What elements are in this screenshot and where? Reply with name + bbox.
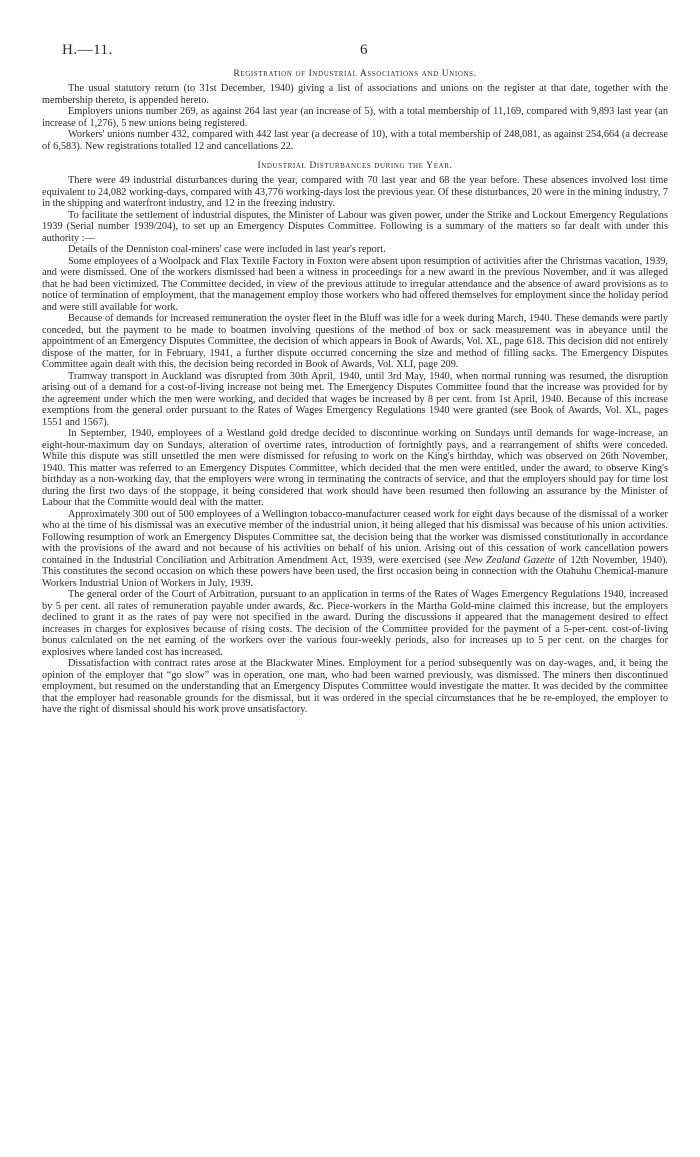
paragraph: Dissatisfaction with contract rates arose at the Blackwater Mines. Employment for a period subsequently was on day-wages, and, it being the opinion of the employer that “go slow” was in operation, one man, who had been warned previously, was dismissed. The miners then discontinued employment, but resumed on the understanding that an Emergency Disputes Committee would investigate the matter. It was decided by the committee that the employer had reasonable grounds for the dismissal, but it was ordered in the special circumstances that he be re-employed, the employer to have the right of dismissal should his work prove unsatisfactory.: [42, 658, 668, 715]
page-number: 6: [360, 42, 368, 58]
paragraph: The general order of the Court of Arbitration, pursuant to an application in terms of the Rates of Wages Emergency Regulations 1940, increased by 5 per cent. all rates of remuneration payable under awards, &c. Piece-workers in the Martha Gold-mine claimed this increase, but the employers declined to grant it as the rates of pay were not specified in the award. During the discussions it appeared that the management desired to effect increases in charges for explosives because of rising costs. The decision of the Committee provided for the payment of a 5-per-cent. cost-of-living bonus calculated on the net earning of the workers over the various four-weekly periods, also for increases up to 5 per cent. on the charges for explosives where landed cost has increased.: [42, 589, 668, 658]
paragraph: Details of the Denniston coal-miners' case were included in last year's report.: [68, 244, 386, 255]
italic-publication-title: New Zealand Gazette: [464, 554, 555, 566]
paragraph: Tramway transport in Auckland was disrupted from 30th April, 1940, until 3rd May, 1940, when normal running was resumed, the disruption arising out of a demand for a cost-of-living increase not being met. The Emergency Disputes Committee found that the increase was provided for by the agreement under which the men were working, and decided that wages be increased by 8 per cent. from 1st April, 1940. Because of this increase exemptions from the general order pursuant to the Rates of Wages Emergency Regulations 1940 were granted (see Book of Awards, Vol. XL, pages 1551 and 1567).: [42, 370, 668, 428]
paragraph: Workers' unions number 432, compared with 442 last year (a decrease of 10), with a total membership of 248,081, as against 254,664 (a decrease of 6,583). New registrations totalled 12 and cancellations 22.: [42, 129, 668, 152]
section-body-disturbances: [42, 175, 668, 716]
paragraph: Because of demands for increased remuneration the oyster fleet in the Bluff was idle for a week during March, 1940. These demands were partly conceded, but the payment to be made to boatmen involving questions of the method of box or sack measurement was in abeyance until the appointment of an Emergency Disputes Committee, the decision of which appears in Book of Awards, Vol. XL, page 618. This decision did not entirely dispose of the matter, for in February, 1941, a further dispute occurred concerning the size and method of filling sacks. The Emergency Disputes Committee again dealt with this, the decision being recorded in Book of Awards, Vol. XLI, page 209.: [42, 313, 668, 370]
paragraph: Approximately 300 out of 500 employees of a Wellington tobacco-manufacturer ceased work for eight days because of the dismissal of a worker who at the time of his dismissal was an executive member of the industrial union, it being alleged that his dismissal was because of his union activities. Following resumption of work an Emergency Disputes Committee sat, the decision being that the worker was dismissed constitutionally in accordance with the provisions of the award and not because of his activities on behalf of his union. Arising out of this cessation of work cancellation powers contained in the Industrial Conciliation and Arbitration Amendment Act, 1939, were exercised (see New Zealand Gazette of 12th November, 1940). This constitutes the second occasion on which these powers have been used, the first occasion being in connection with the Otahuhu Chemical-manure Workers Industrial Union of Workers in July, 1939.: [42, 508, 668, 589]
paragraph: The usual statutory return (to 31st December, 1940) giving a list of associations and unions on the register at that date, together with the membership thereto, is appended hereto.: [42, 83, 668, 106]
page-header: [42, 36, 668, 62]
document-reference: H.—11.: [62, 42, 113, 58]
section-heading-disturbances: Industrial Disturbances during the Year.: [257, 160, 453, 171]
paragraph: In September, 1940, employees of a Westland gold dredge decided to discontinue working on Sundays until demands for wage-increase, an eight-hour-maximum day on Sundays, alteration of overtime rates, introduction of fortnightly pays, and a rearrangement of shifts were conceded. While this dispute was still unsettled the men were dismissed for refusing to work on the King's birthday, which was observed on 26th November, 1940. This matter was referred to an Emergency Disputes Committee, which decided that the men were entitled, under the award, to observe King's birthday as a non-working day, that the employers were wrong in terminating the contracts of service, and that the employers should pay for time lost during the first two days of the stoppage, it being considered that work should have been resumed then following an assurance by the Minister of Labour that the Committe would deal with the matter.: [42, 428, 668, 508]
paragraph: Some employees of a Woolpack and Flax Textile Factory in Foxton were absent upon resumption of activities after the Christmas vacation, 1939, and were dismissed. One of the workers dismissed had been a witness in proceedings for a new award in the previous November, and it was alleged that he had been victimized. The Committee decided, in view of the previous attitude to irregular attendance and the absence of award provisions as to notice of termination of employment, that the management employ those workers who had offered themselves for employment since the holiday period and were still available for work.: [42, 255, 668, 313]
paragraph: To facilitate the settlement of industrial disputes, the Minister of Labour was given power, under the Strike and Lockout Emergency Regulations 1939 (Serial number 1939/204), to set up an Emergency Disputes Committee. Following is a summary of the matters so far dealt with under this authority :—: [42, 209, 668, 244]
paragraph: Employers unions number 269, as against 264 last year (an increase of 5), with a total membership of 11,169, compared with 9,893 last year (an increase of 1,276), 5 new unions being registered.: [42, 106, 668, 129]
paragraph: There were 49 industrial disturbances during the year, compared with 70 last year and 68 the year before. These absences involved lost time equivalent to 24,082 working-days, compared with 43,776 working-days lost the previous year. Of these disturbances, 20 were in the mining industry, 7 in the shipping and waterfront industry, and 12 in the freezing industry.: [42, 175, 668, 209]
section-body-registration: [42, 83, 668, 152]
section-heading-registration: Registration of Industrial Associations and Unions.: [233, 68, 477, 79]
